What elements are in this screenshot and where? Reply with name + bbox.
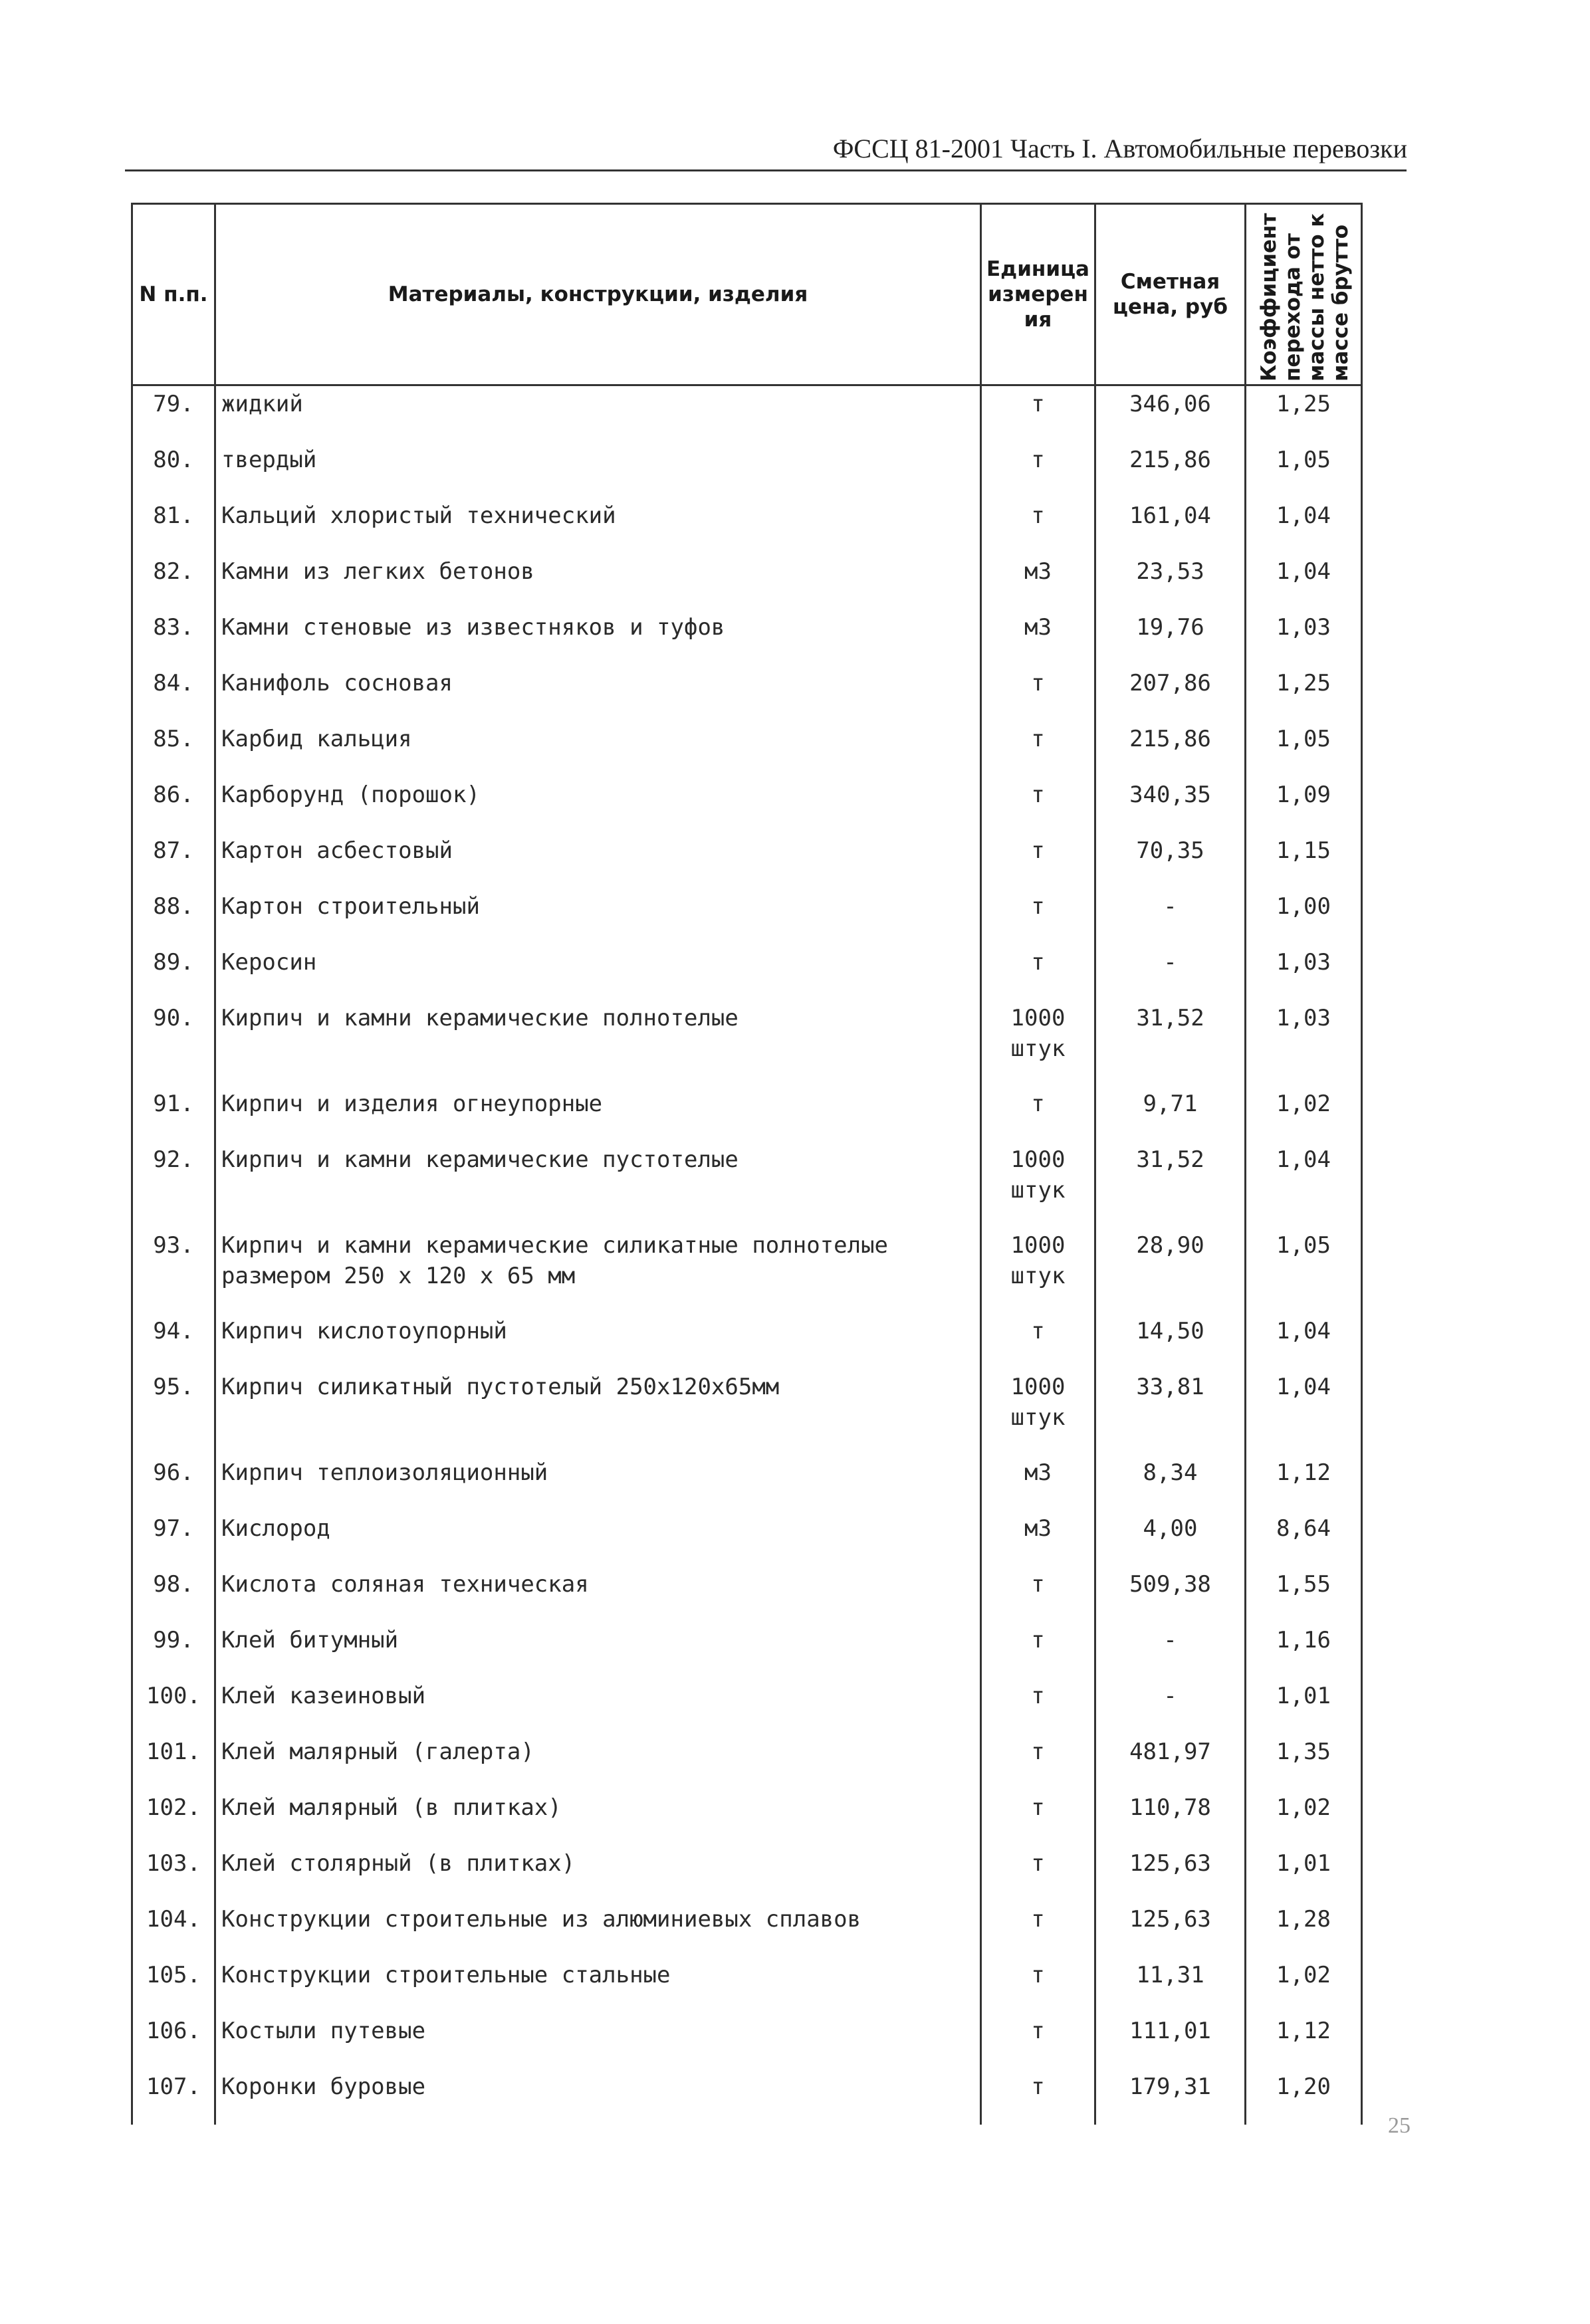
unit-cell: м3 (981, 1455, 1095, 1511)
material-name: Карборунд (порошок) (215, 777, 981, 833)
material-name: Канифоль сосновая (215, 665, 981, 721)
table-row (132, 1566, 1362, 1622)
row-number: 102. (132, 1790, 215, 1846)
table-header-row (132, 204, 1362, 385)
coefficient-cell: 1,05 (1246, 1227, 1362, 1313)
table-row (132, 1227, 1362, 1313)
col-header-coefficient (1246, 204, 1362, 385)
row-number: 96. (132, 1455, 215, 1511)
row-number: 84. (132, 665, 215, 721)
price-cell: 19,76 (1095, 609, 1246, 665)
coefficient-cell: 1,01 (1246, 1846, 1362, 1901)
unit-cell: 1000 штук (981, 1369, 1095, 1455)
unit-cell: т (981, 721, 1095, 777)
unit-cell: т (981, 1566, 1095, 1622)
row-number: 89. (132, 944, 215, 1000)
material-name: жидкий (215, 385, 981, 443)
row-number: 85. (132, 721, 215, 777)
unit-cell: т (981, 1846, 1095, 1901)
coefficient-cell: 1,02 (1246, 1790, 1362, 1846)
row-number: 91. (132, 1086, 215, 1142)
table-row (132, 2013, 1362, 2069)
price-cell: 215,86 (1095, 442, 1246, 498)
table-row (132, 889, 1362, 944)
price-cell: 14,50 (1095, 1313, 1246, 1369)
materials-price-table (131, 203, 1363, 2125)
table-row (132, 721, 1362, 777)
unit-cell: т (981, 777, 1095, 833)
table-row (132, 1622, 1362, 1678)
table-row (132, 1313, 1362, 1369)
price-cell: 340,35 (1095, 777, 1246, 833)
table-row (132, 609, 1362, 665)
unit-cell: м3 (981, 609, 1095, 665)
coefficient-cell: 1,03 (1246, 944, 1362, 1000)
running-title: ФССЦ 81-2001 Часть I. Автомобильные перевозки (832, 134, 1407, 163)
row-number: 88. (132, 889, 215, 944)
price-cell: 111,01 (1095, 2013, 1246, 2069)
unit-cell: т (981, 498, 1095, 554)
unit-cell: т (981, 944, 1095, 1000)
price-cell: 125,63 (1095, 1901, 1246, 1957)
material-name: Клей малярный (галерта) (215, 1734, 981, 1790)
row-number: 98. (132, 1566, 215, 1622)
price-cell: 481,97 (1095, 1734, 1246, 1790)
unit-cell: т (981, 385, 1095, 443)
material-name: твердый (215, 442, 981, 498)
col-header-unit: Единица измерен ия (981, 204, 1095, 385)
unit-cell: т (981, 1622, 1095, 1678)
unit-cell: 1000 штук (981, 1227, 1095, 1313)
unit-cell: т (981, 833, 1095, 889)
coefficient-cell: 8,64 (1246, 1511, 1362, 1566)
col-header-number: N п.п. (132, 204, 215, 385)
coefficient-cell: 1,00 (1246, 889, 1362, 944)
material-name: Карбид кальция (215, 721, 981, 777)
page-number: 25 (1388, 2113, 1411, 2138)
row-number: 97. (132, 1511, 215, 1566)
table-row (132, 2069, 1362, 2125)
unit-cell: т (981, 2013, 1095, 2069)
price-cell: - (1095, 1678, 1246, 1734)
row-number: 101. (132, 1734, 215, 1790)
row-number: 103. (132, 1846, 215, 1901)
table-row (132, 944, 1362, 1000)
row-number: 93. (132, 1227, 215, 1313)
unit-cell: 1000 штук (981, 1000, 1095, 1086)
material-name: Костыли путевые (215, 2013, 981, 2069)
table-row (132, 442, 1362, 498)
unit-cell: т (981, 889, 1095, 944)
row-number: 105. (132, 1957, 215, 2013)
material-name: Клей столярный (в плитках) (215, 1846, 981, 1901)
material-name: Камни стеновые из известняков и туфов (215, 609, 981, 665)
coefficient-cell: 1,05 (1246, 442, 1362, 498)
table-row (132, 1000, 1362, 1086)
unit-cell: м3 (981, 554, 1095, 609)
material-name: Картон строительный (215, 889, 981, 944)
price-cell: 33,81 (1095, 1369, 1246, 1455)
row-number: 83. (132, 609, 215, 665)
table-row (132, 1086, 1362, 1142)
coefficient-cell: 1,04 (1246, 498, 1362, 554)
price-cell: - (1095, 944, 1246, 1000)
coefficient-cell: 1,20 (1246, 2069, 1362, 2125)
table-row (132, 554, 1362, 609)
table-row (132, 1790, 1362, 1846)
row-number: 82. (132, 554, 215, 609)
unit-cell: 1000 штук (981, 1142, 1095, 1227)
price-cell: 207,86 (1095, 665, 1246, 721)
table-row (132, 1734, 1362, 1790)
price-cell: 9,71 (1095, 1086, 1246, 1142)
coefficient-cell: 1,04 (1246, 1313, 1362, 1369)
coefficient-cell: 1,04 (1246, 554, 1362, 609)
coefficient-cell: 1,02 (1246, 1086, 1362, 1142)
row-number: 81. (132, 498, 215, 554)
table-row (132, 1511, 1362, 1566)
row-number: 100. (132, 1678, 215, 1734)
material-name: Кислород (215, 1511, 981, 1566)
row-number: 87. (132, 833, 215, 889)
row-number: 104. (132, 1901, 215, 1957)
coefficient-cell: 1,25 (1246, 385, 1362, 443)
unit-cell: т (981, 2069, 1095, 2125)
row-number: 99. (132, 1622, 215, 1678)
row-number: 86. (132, 777, 215, 833)
coefficient-cell: 1,01 (1246, 1678, 1362, 1734)
unit-cell: т (981, 1313, 1095, 1369)
coefficient-cell: 1,04 (1246, 1369, 1362, 1455)
price-cell: 346,06 (1095, 385, 1246, 443)
coefficient-cell: 1,02 (1246, 1957, 1362, 2013)
coefficient-cell: 1,12 (1246, 2013, 1362, 2069)
unit-cell: т (981, 1790, 1095, 1846)
table-row (132, 1901, 1362, 1957)
unit-cell: т (981, 1678, 1095, 1734)
table-row (132, 1678, 1362, 1734)
table-row (132, 1369, 1362, 1455)
table-row (132, 1455, 1362, 1511)
price-cell: 8,34 (1095, 1455, 1246, 1511)
unit-cell: т (981, 1957, 1095, 2013)
unit-cell: т (981, 665, 1095, 721)
material-name: Конструкции строительные из алюминиевых сплавов (215, 1901, 981, 1957)
row-number: 107. (132, 2069, 215, 2125)
table-row (132, 833, 1362, 889)
price-cell: 125,63 (1095, 1846, 1246, 1901)
coefficient-cell: 1,12 (1246, 1455, 1362, 1511)
material-name: Кирпич кислотоупорный (215, 1313, 981, 1369)
table-row (132, 777, 1362, 833)
table-row (132, 385, 1362, 443)
price-cell: 215,86 (1095, 721, 1246, 777)
price-cell: - (1095, 1622, 1246, 1678)
row-number: 79. (132, 385, 215, 443)
material-name: Клей малярный (в плитках) (215, 1790, 981, 1846)
material-name: Клей казеиновый (215, 1678, 981, 1734)
unit-cell: м3 (981, 1511, 1095, 1566)
material-name: Кирпич и изделия огнеупорные (215, 1086, 981, 1142)
price-cell: 23,53 (1095, 554, 1246, 609)
table-row (132, 1957, 1362, 2013)
price-cell: 11,31 (1095, 1957, 1246, 2013)
material-name: Кирпич и камни керамические полнотелые (215, 1000, 981, 1086)
coefficient-cell: 1,16 (1246, 1622, 1362, 1678)
col-header-coefficient-text: Коэффициент перехода от массы нетто к массе брутто (1256, 213, 1353, 381)
material-name: Картон асбестовый (215, 833, 981, 889)
coefficient-cell: 1,28 (1246, 1901, 1362, 1957)
price-cell: 161,04 (1095, 498, 1246, 554)
unit-cell: т (981, 442, 1095, 498)
col-header-price: Сметная цена, руб (1095, 204, 1246, 385)
coefficient-cell: 1,09 (1246, 777, 1362, 833)
price-cell: 110,78 (1095, 1790, 1246, 1846)
col-header-material: Материалы, конструкции, изделия (215, 204, 981, 385)
material-name: Кирпич и камни керамические силикатные полнотелые размером 250 х 120 х 65 мм (215, 1227, 981, 1313)
table-row (132, 1142, 1362, 1227)
coefficient-cell: 1,03 (1246, 1000, 1362, 1086)
header-rule (125, 169, 1407, 171)
row-number: 94. (132, 1313, 215, 1369)
row-number: 92. (132, 1142, 215, 1227)
material-name: Коронки буровые (215, 2069, 981, 2125)
row-number: 106. (132, 2013, 215, 2069)
price-cell: 31,52 (1095, 1142, 1246, 1227)
table-row (132, 498, 1362, 554)
coefficient-cell: 1,55 (1246, 1566, 1362, 1622)
coefficient-cell: 1,25 (1246, 665, 1362, 721)
unit-cell: т (981, 1734, 1095, 1790)
coefficient-cell: 1,04 (1246, 1142, 1362, 1227)
material-name: Кислота соляная техническая (215, 1566, 981, 1622)
material-name: Кальций хлористый технический (215, 498, 981, 554)
price-cell: 179,31 (1095, 2069, 1246, 2125)
price-cell: 28,90 (1095, 1227, 1246, 1313)
price-cell: 4,00 (1095, 1511, 1246, 1566)
coefficient-cell: 1,15 (1246, 833, 1362, 889)
price-cell: 70,35 (1095, 833, 1246, 889)
row-number: 80. (132, 442, 215, 498)
material-name: Конструкции строительные стальные (215, 1957, 981, 2013)
material-name: Камни из легких бетонов (215, 554, 981, 609)
coefficient-cell: 1,35 (1246, 1734, 1362, 1790)
price-cell: 509,38 (1095, 1566, 1246, 1622)
material-name: Керосин (215, 944, 981, 1000)
material-name: Кирпич силикатный пустотелый 250х120х65мм (215, 1369, 981, 1455)
price-cell: - (1095, 889, 1246, 944)
material-name: Кирпич и камни керамические пустотелые (215, 1142, 981, 1227)
unit-cell: т (981, 1086, 1095, 1142)
coefficient-cell: 1,03 (1246, 609, 1362, 665)
unit-cell: т (981, 1901, 1095, 1957)
table-row (132, 665, 1362, 721)
table-row (132, 1846, 1362, 1901)
row-number: 95. (132, 1369, 215, 1455)
coefficient-cell: 1,05 (1246, 721, 1362, 777)
row-number: 90. (132, 1000, 215, 1086)
material-name: Клей битумный (215, 1622, 981, 1678)
price-cell: 31,52 (1095, 1000, 1246, 1086)
material-name: Кирпич теплоизоляционный (215, 1455, 981, 1511)
